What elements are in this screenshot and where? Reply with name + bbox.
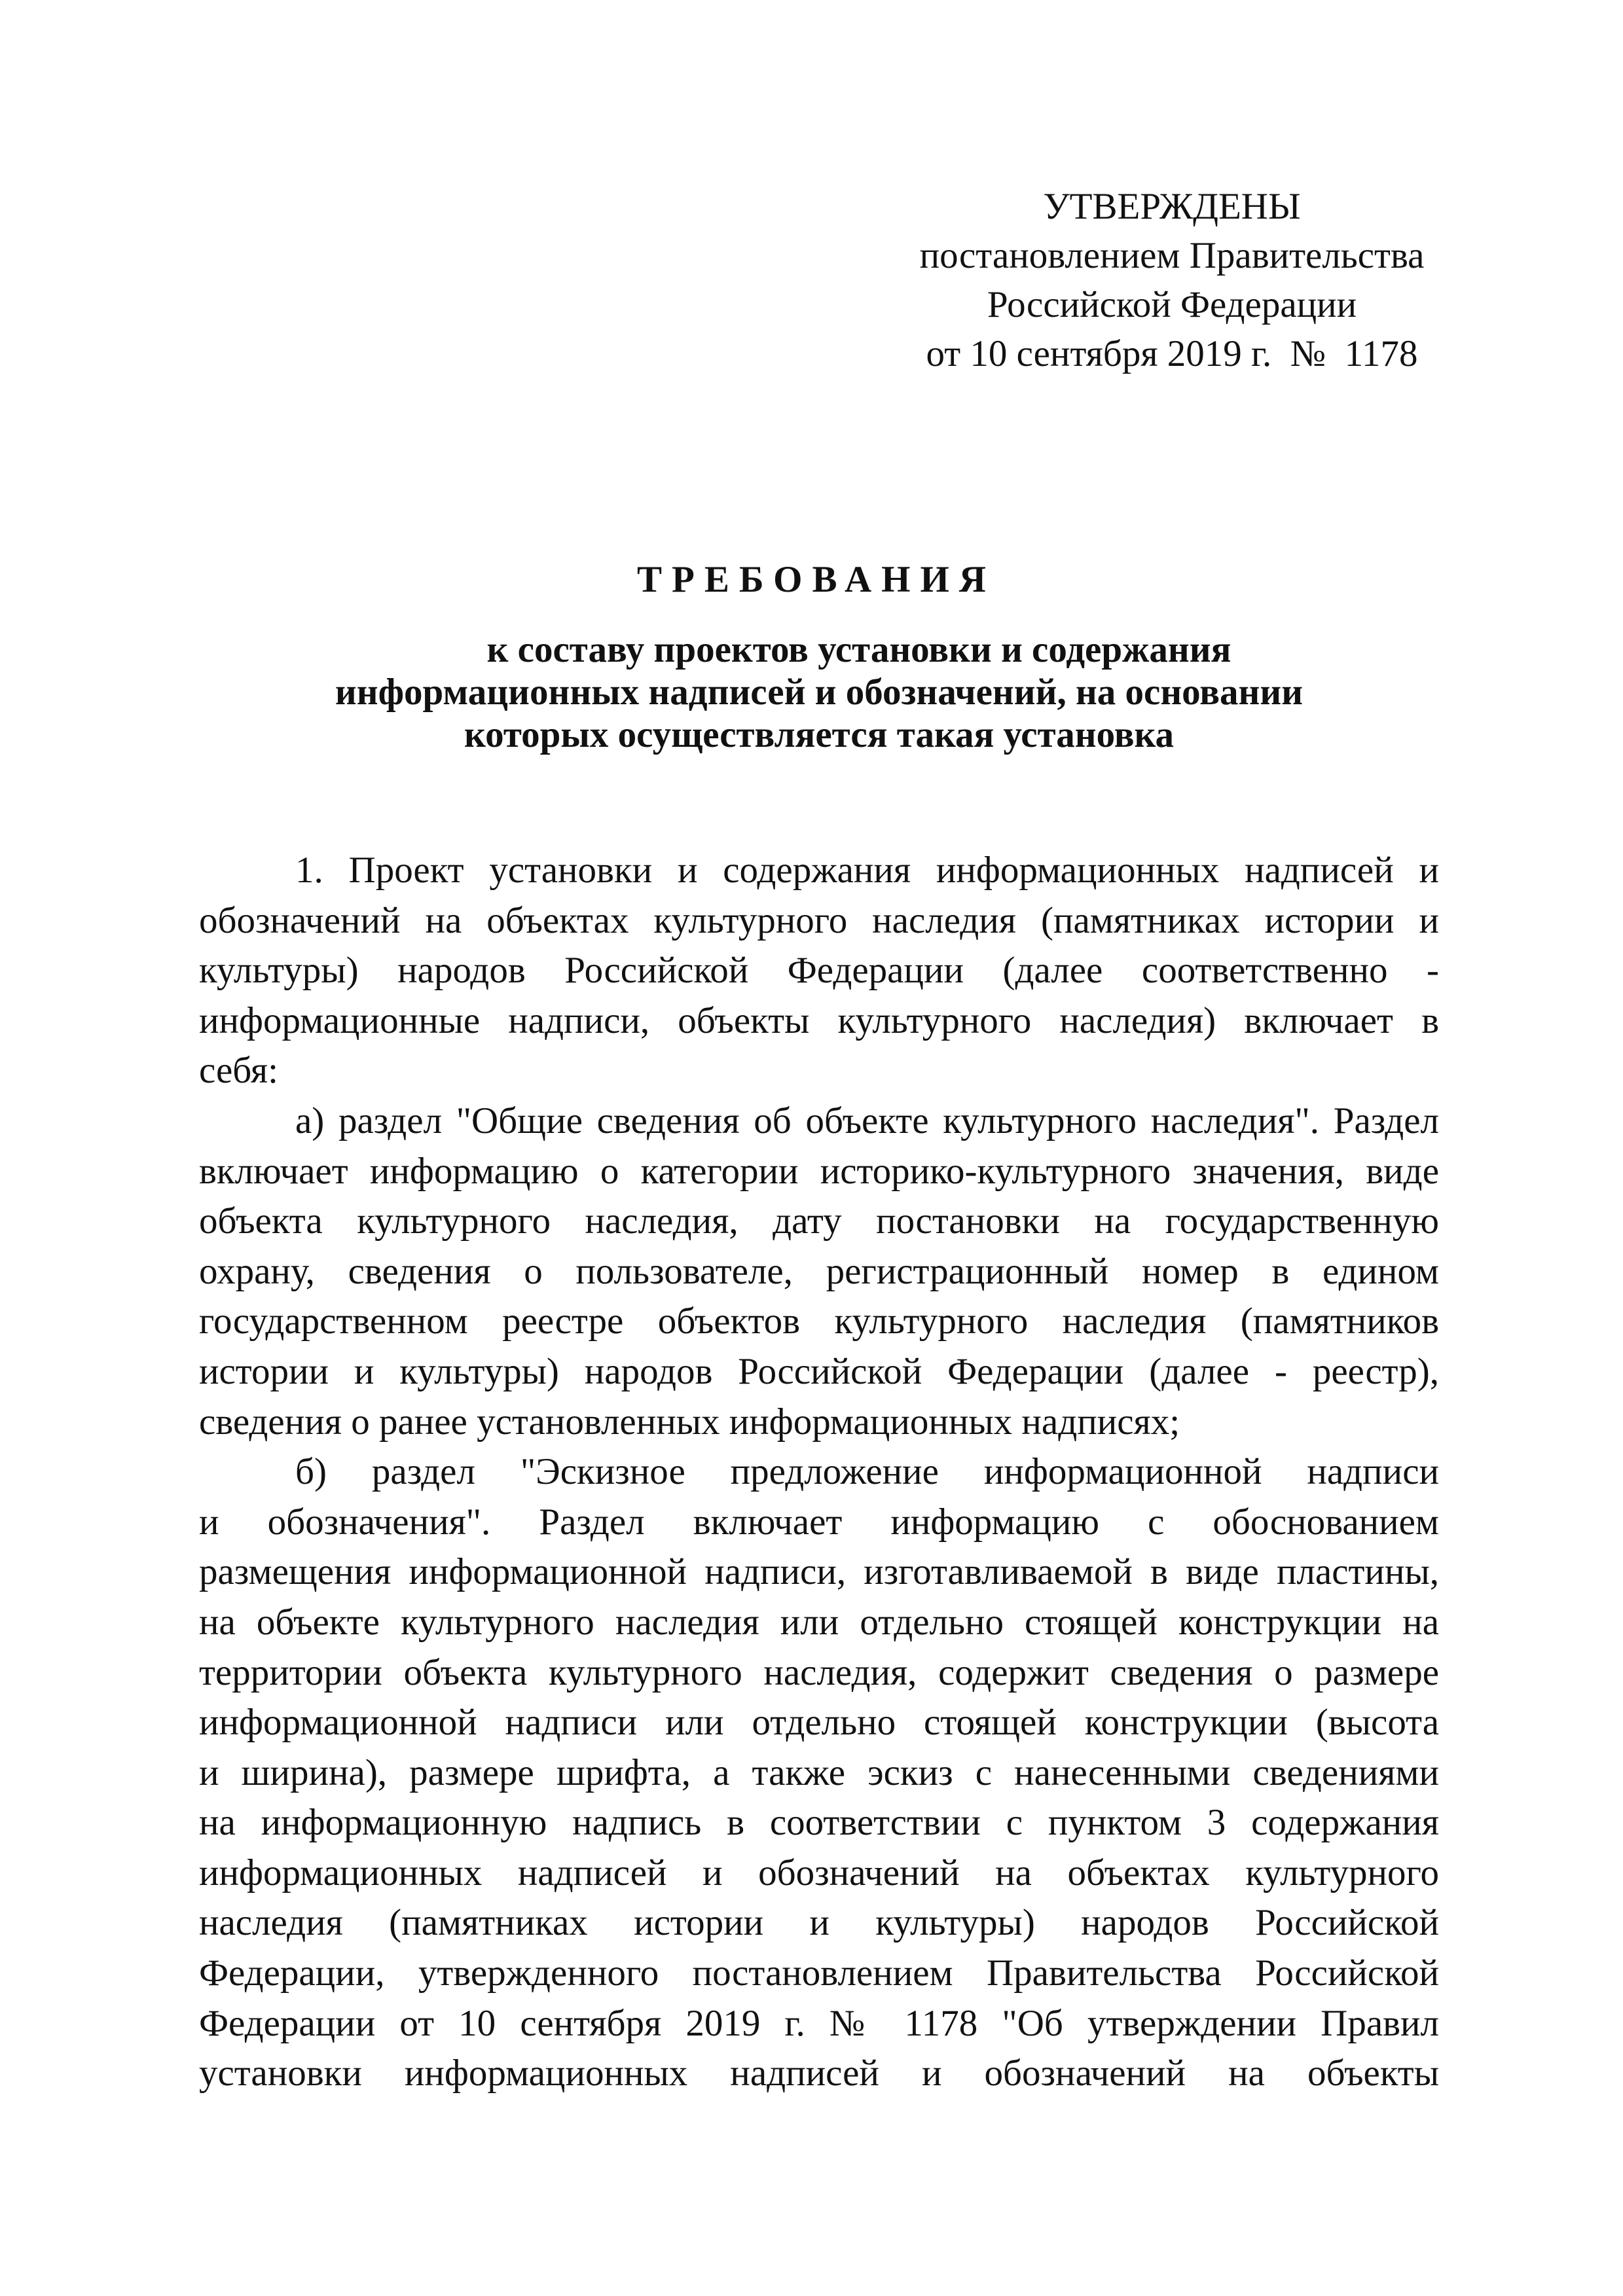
body-text-line: Федерации от 10 сентября 2019 г. № 1178 "Об утверждении Правил (199, 2002, 1439, 2044)
body-text-line: информационные надписи, объекты культурного наследия) включает в (199, 999, 1439, 1041)
document-title: ТРЕБОВАНИЯ (637, 559, 996, 600)
body-text-line: Федерации, утвержденного постановлением Правительства Российской (199, 1952, 1439, 1994)
body-text-line: себя: (199, 1050, 278, 1092)
approval-decree-line: постановлением Правительства (919, 235, 1425, 276)
body-text-line: установки информационных надписей и обозначений на объекты (199, 2053, 1439, 2094)
document-subtitle (199, 628, 1439, 756)
body-text-line: включает информацию о категории историко-культурного значения, виде (199, 1150, 1439, 1192)
subparagraph-a-start-line: а) раздел "Общие сведения об объекте культурного наследия". Раздел (295, 1100, 1439, 1141)
body-text-line: обозначений на объектах культурного наследия (памятниках истории и (199, 899, 1439, 941)
subtitle-line: информационных надписей и обозначений, на основании (335, 672, 1304, 713)
body-text-line: сведения о ранее установленных информационных надписях; (199, 1401, 1180, 1443)
body-text-line: культуры) народов Российской Федерации (далее соответственно - (199, 950, 1439, 992)
body-text-line: истории и культуры) народов Российской Федерации (далее - реестр), (199, 1350, 1439, 1392)
approval-authority-line: Российской Федерации (987, 284, 1357, 325)
body-text-line: информационной надписи или отдельно стоящей конструкции (высота (199, 1702, 1439, 1744)
body-text-line: на информационную надпись в соответствии с пунктом 3 содержания (199, 1802, 1439, 1844)
approval-title: УТВЕРЖДЕНЫ (1043, 186, 1301, 227)
body-text-line: на объекте культурного наследия или отдельно стоящей конструкции на (199, 1601, 1439, 1643)
approval-block (845, 182, 1499, 378)
body-text (199, 846, 1439, 2099)
subparagraph-b-start-line: б) раздел "Эскизное предложение информационной надписи (295, 1451, 1439, 1493)
body-text-line: охрану, сведения о пользователе, регистрационный номер в едином (199, 1250, 1439, 1292)
approval-date-number-line: от 10 сентября 2019 г. № 1178 (926, 333, 1418, 374)
body-text-line: территории объекта культурного наследия, содержит сведения о размере (199, 1651, 1439, 1693)
body-text-line: и обозначения". Раздел включает информацию с обоснованием (199, 1501, 1439, 1543)
subtitle-line: которых осуществляется такая установка (464, 714, 1174, 755)
paragraph-1-start-line: 1. Проект установки и содержания информационных надписей и (295, 850, 1439, 891)
body-text-line: государственном реестре объектов культурного наследия (памятников (199, 1300, 1439, 1342)
body-text-line: наследия (памятниках истории и культуры) народов Российской (199, 1902, 1439, 1944)
body-text-line: и ширина), размере шрифта, а также эскиз с нанесенными сведениями (199, 1751, 1439, 1793)
subtitle-line: к составу проектов установки и содержания (486, 629, 1231, 670)
body-text-line: информационных надписей и обозначений на объектах культурного (199, 1852, 1439, 1893)
body-text-line: размещения информационной надписи, изготавливаемой в виде пластины, (199, 1551, 1439, 1593)
body-text-line: объекта культурного наследия, дату постановки на государственную (199, 1200, 1439, 1242)
